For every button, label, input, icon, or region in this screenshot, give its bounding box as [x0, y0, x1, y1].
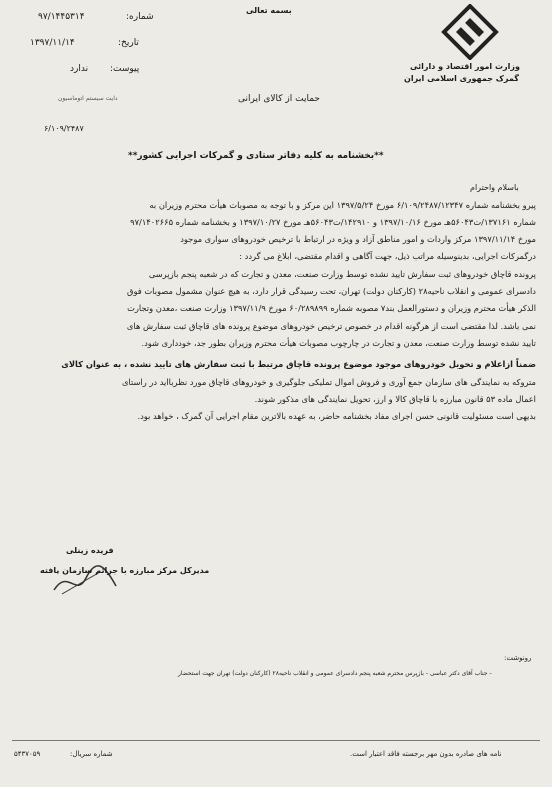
customs-name: گمرک جمهوری اسلامی ایران — [404, 74, 519, 83]
attachment-value: ندارد — [70, 64, 89, 74]
body-line: دادسرای عمومی و انقلاب ناحیه۲۸ (کارکنان دولت) تهران، تحت رسیدگی قرار دارد، به هیچ عنوان مشمول مصوبات فوق — [127, 286, 536, 296]
cc-line: - جناب آقای دکتر عباسی - بازپرس محترم شعبه پنجم دادسرای عمومی و انقلاب ناحیه۲۸ (کارکنان دولت) تهران جهت استحضار — [178, 670, 492, 677]
body-line: الذکر هیأت محترم وزیران و دستورالعمل بند۷ مصوبه شماره ۶۰/۲۸۹۸۹۹ مورخ ۱۳۹۷/۱۱/۹ وزارت صنعت ،معدن وتجارت — [127, 303, 536, 313]
body-line: مورخ ۱۳۹۷/۱۱/۱۴ مرکز واردات و امور مناطق آزاد و ویژه در ارتباط با ترخیص خودروهای سواری موجود — [180, 234, 536, 244]
bismillah: بسمه تعالی — [246, 6, 292, 15]
serial-label: شماره سریال: — [70, 750, 113, 758]
body-line: متروکه به نمایندگی های سازمان جمع آوری و فروش اموال تملیکی جلوگیری و خودروهای قاچاق مورد نظربااید در راستای — [121, 377, 536, 387]
body-line: شماره ۱۳۷۱۶۱/ت۵۶۰۴۳هـ مورخ ۱۳۹۷/۱۰/۱۶ و ۱۴۲۹۱۰/ت۵۶۰۴۳هـ مورخ ۱۳۹۷/۱۰/۲۷ و بخشنامه شماره ۹۷/۱۴۰۲۶۶۵ — [130, 217, 536, 227]
system-note: دایت سیستم اتوماسیون — [58, 95, 118, 102]
reference-number: ۶/۱۰۹/۲۴۸۷ — [44, 124, 84, 133]
body-line: اعمال ماده ۵۳ قانون مبارزه با قاچاق کالا و ارز، تحویل نمایندگی های مذکور شوند. — [254, 394, 536, 404]
signer-name: فریده زینلی — [66, 546, 114, 555]
attachment-label: پیوست: — [110, 64, 140, 74]
serial-value: ۵۴۳۷۰۵۹ — [14, 750, 41, 758]
signer-title: مدیرکل مرکز مبارزه با جرائم سازمان یافته — [40, 566, 210, 575]
body-line: درگمرکات اجرایی، بدینوسیله مراتب ذیل، جهت آگاهی و اقدام مقتضی، ابلاغ می گردد : — [239, 251, 536, 261]
number-label: شماره: — [126, 12, 154, 22]
slogan: حمایت از کالای ایرانی — [238, 94, 320, 104]
body-line: نمی باشد. لذا مقتضی است از هرگونه اقدام در خصوص ترخیص خودروهای موضوع پرونده های قاچاق ثبت سفارش های — [126, 321, 536, 331]
customs-emblem-icon — [440, 4, 500, 60]
body-line: تایید نشده توسط وزارت صنعت، معدن و تجارت در چارچوب مصوبات هیأت محترم وزیران بطور جد، خودداری شود. — [141, 338, 536, 348]
body-line: ضمناً ازاعلام و تحویل خودروهای موجود موضوع پرونده قاچاق مرتبط با ثبت سفارش های تایید نشده ، به عنوان کالای — [61, 359, 536, 369]
cc-label: رونوشت: — [504, 654, 532, 662]
footer-note: نامه های صادره بدون مهر برجسته فاقد اعتبار است. — [350, 750, 502, 758]
ministry-name: وزارت امور اقتصاد و دارائی — [410, 62, 520, 71]
body-line: پرونده قاچاق خودروهای ثبت سفارش تایید نشده توسط وزارت صنعت، معدن و تجارت که در شعبه پنجم بازپرسی — [148, 269, 536, 279]
recipient-line: **بخشنامه به کلیه دفاتر ستادی و گمرکات اجرایی کشور** — [128, 151, 384, 161]
body-line: پیرو بخشنامه شماره ۶/۱۰۹/۲۴۸۷/۱۲۳۴۷ مورخ ۱۳۹۷/۵/۲۴ این مرکز و با توجه به مصوبات هیأت محترم وزیران به — [149, 200, 536, 210]
greeting: باسلام واحترام — [470, 183, 519, 192]
date-label: تاریخ: — [118, 38, 139, 48]
footer-divider — [12, 740, 540, 741]
body-line: بدیهی است مسئولیت قانونی حسن اجرای مفاد بخشنامه حاضر، به عهده بالاترین مقام اجرایی آن گمرک ، خواهد بود. — [137, 411, 536, 421]
number-value: ۹۷/۱۴۴۵۳۱۴ — [38, 12, 85, 22]
date-value: ۱۳۹۷/۱۱/۱۴ — [30, 38, 75, 48]
